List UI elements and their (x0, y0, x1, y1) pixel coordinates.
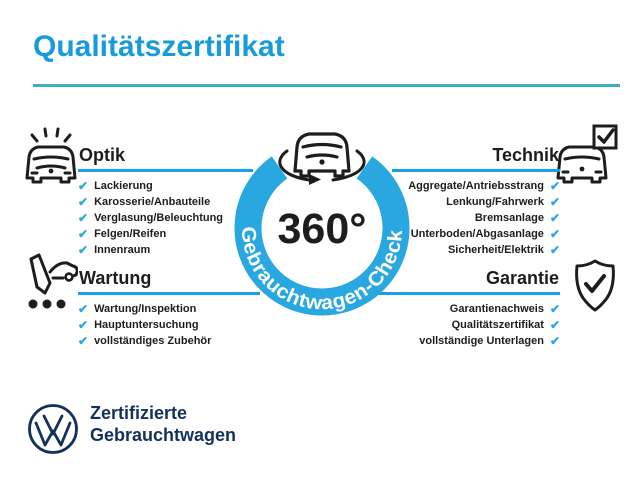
check-icon: ✔ (549, 179, 560, 193)
footer-brand-line1: Zertifizierte (90, 403, 188, 423)
check-icon: ✔ (549, 318, 560, 332)
checklist-item-label: Felgen/Reifen (94, 228, 167, 240)
check-icon: ✔ (549, 334, 560, 348)
checklist-item-label: Aggregate/Antriebsstrang (408, 180, 544, 192)
check-icon: ✔ (78, 211, 89, 225)
checklist-item-label: Qualitätszertifikat (451, 319, 544, 331)
check-icon: ✔ (549, 227, 560, 241)
checklist-item-label: Lenkung/Fahrwerk (446, 196, 544, 208)
checklist-item-label: Unterboden/Abgasanlage (410, 228, 544, 240)
checklist-item-label: Hauptuntersuchung (94, 319, 199, 331)
check-icon: ✔ (78, 334, 89, 348)
car-shine-icon (24, 126, 78, 184)
checklist-item-label: Sicherheit/Elektrik (447, 244, 544, 256)
section-title: Garantie (485, 268, 559, 288)
check-icon: ✔ (549, 302, 560, 316)
footer-brand-line2: Gebrauchtwagen (90, 425, 237, 445)
section-title: Technik (492, 145, 559, 165)
check-icon: ✔ (78, 318, 89, 332)
section-title: Optik (79, 145, 126, 165)
360-check-emblem (225, 113, 425, 325)
degree-value: 360° (277, 205, 367, 253)
checklist-item-label: Innenraum (94, 244, 151, 256)
service-checklist-icon (22, 252, 78, 314)
checklist-item-label: Lackierung (94, 180, 153, 192)
car-checkbox-icon (556, 124, 618, 186)
section-title: Wartung (79, 268, 152, 288)
check-icon: ✔ (78, 243, 89, 257)
checklist-item-label: Karosserie/Anbauteile (94, 196, 211, 208)
footer-brand-text (90, 402, 236, 446)
checklist-item-label: vollständiges Zubehör (94, 335, 212, 347)
checklist-item-label: Garantienachweis (449, 303, 544, 315)
checklist-item-label: Wartung/Inspektion (94, 303, 197, 315)
check-icon: ✔ (78, 302, 89, 316)
checklist-item-label: Verglasung/Beleuchtung (94, 212, 224, 224)
ring-label: Gebrauchtwagen-Check (236, 225, 408, 315)
vw-logo (26, 402, 80, 456)
check-icon: ✔ (549, 211, 560, 225)
page-title: Qualitätszertifikat (33, 30, 285, 63)
check-icon: ✔ (78, 179, 89, 193)
checklist-item (378, 333, 560, 349)
check-icon: ✔ (549, 195, 560, 209)
car-rotation-icon (280, 134, 364, 185)
checklist-item-label: Bremsanlage (474, 212, 544, 224)
title-divider (33, 84, 620, 87)
checklist-item (78, 333, 260, 349)
check-icon: ✔ (549, 243, 560, 257)
check-icon: ✔ (78, 195, 89, 209)
checklist-item-label: vollständige Unterlagen (419, 335, 544, 347)
shield-check-icon (572, 258, 618, 314)
check-icon: ✔ (78, 227, 89, 241)
